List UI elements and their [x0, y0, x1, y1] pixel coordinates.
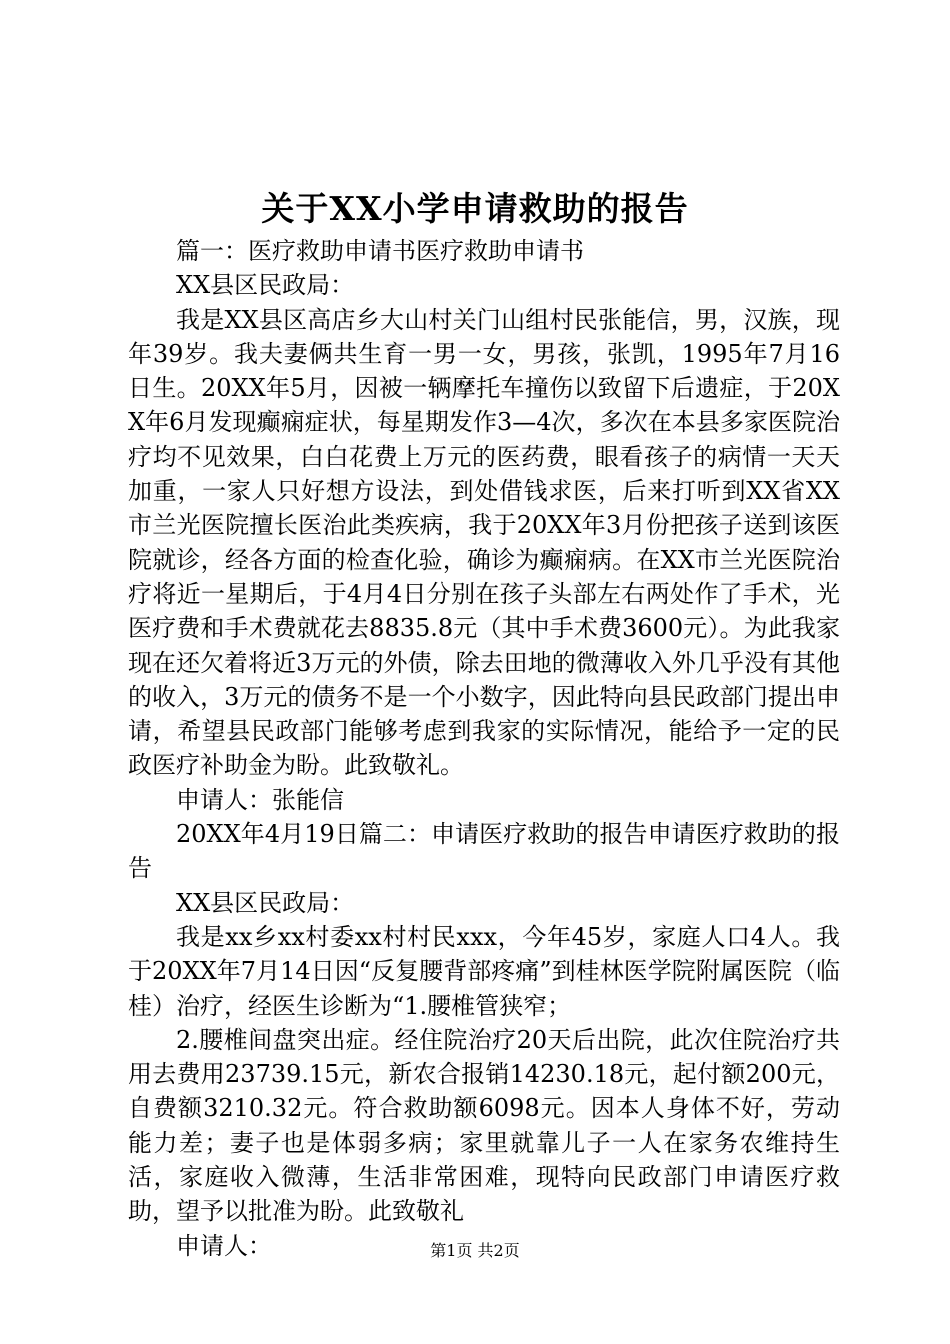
- paragraph-addressee-2: XX县区民政局：: [176, 888, 355, 917]
- paragraph-applicant-1: 申请人：张能信: [176, 785, 344, 814]
- page-footer: 第1页 共2页: [430, 1241, 520, 1260]
- paragraph-addressee: XX县区民政局：: [176, 271, 355, 300]
- paragraph-heading-part1: 篇一：医疗救助申请书医疗救助申请书: [176, 237, 584, 265]
- document-title: 关于XX小学申请救助的报告: [261, 189, 689, 228]
- paragraph-application-1: 我是XX县区高店乡大山村关门山组村民张能信，男，汉族，现年39岁。我夫妻俩共生育一男一女，男孩，张凯，1995年7月16日生。20XX年5月，因被一辆摩托车撞伤以致留下后遗症，于20XX年6月发现癫痫症状，每星期发作3—4次，多次在本县多家医院治疗均不见效果，白白花费上万元的医药费，眼看孩子的病情一天天加重，一家人只好想方设法，到处借钱求医，后来打听到XX省XX市兰光医院擅长医治此类疾病，我于20XX年3月份把孩子送到该医院就诊，经各方面的检查化验，确诊为癫痫病。在XX市兰光医院治疗将近一星期后，于4月4日分别在孩子头部左右两处作了手术，光医疗费和手术费就花去8835.8元（其中手术费3600元）。为此我家现在还欠着将近3万元的外债，除去田地的微薄收入外几乎没有其他的收入，3万元的债务不是一个小数字，因此特向县民政部门提出申请，希望县民政部门能够考虑到我家的实际情况，能给予一定的民政医疗补助金为盼。此致敬礼。: [128, 305, 840, 780]
- paragraph-applicant-2: 申请人：: [176, 1231, 272, 1260]
- paragraph-application-2b: 2.腰椎间盘突出症。经住院治疗20天后出院，此次住院治疗共用去费用23739.15元，新农合报销14230.18元，起付额200元，自费额3210.32元。符合救助额6098元。因本人身体不好，劳动能力差；妻子也是体弱多病；家里就靠儿子一人在家务农维持生活，家庭收入微薄，生活非常困难，现特向民政部门申请医疗救助，望予以批准为盼。此致敬礼: [128, 1025, 840, 1226]
- paragraph-date-part2: 20XX年4月19日篇二：申请医疗救助的报告申请医疗救助的报告: [128, 820, 840, 883]
- document-body: [128, 234, 840, 1263]
- paragraph-application-2a: 我是xx乡xx村委xx村村民xxx，今年45岁，家庭人口4人。我于20XX年7月14日因“反复腰背部疼痛”到桂林医学院附属医院（临桂）治疗，经医生诊断为“1.腰椎管狭窄；: [128, 922, 840, 1020]
